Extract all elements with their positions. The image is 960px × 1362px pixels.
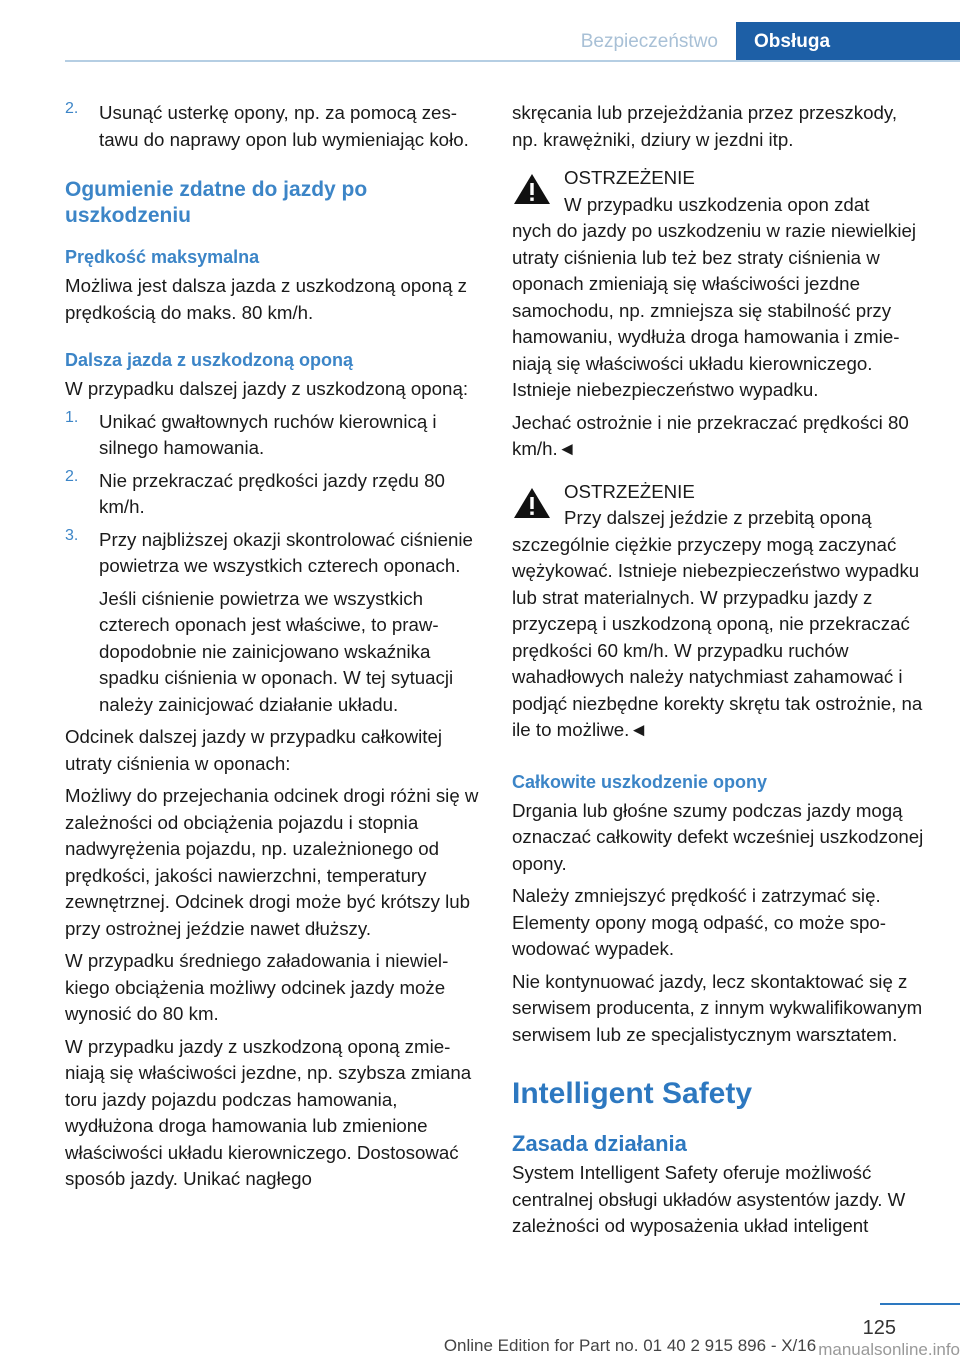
page-number: 125	[862, 1317, 896, 1339]
warning-title: OSTRZEŻENIE	[564, 167, 695, 188]
heading-principle: Zasada działania	[512, 1131, 687, 1156]
list-text: Przy najbliższej okazji skontrolować ciśnienie powietrza we wszystkich czterech oponach.	[99, 528, 473, 576]
warning-triangle-icon	[512, 485, 552, 521]
list-item	[65, 100, 480, 153]
warning-lead: Przy dalszej jeździe z przebitą oponą	[564, 507, 872, 528]
paragraph: Odcinek dalszej jazdy w przypadku całkowitej utraty ciśnienia w oponach:	[65, 726, 443, 774]
watermark: manualsonline.info	[818, 1340, 960, 1359]
list-text-extra: Jeśli ciśnienie powietrza we wszystkich czterech oponach jest właściwe, to prawdopodobnie nie zainicjowano wskaźnika spadku ciśnienia w oponach. W tej sytuacji należy zainicjować działanie układu.	[99, 587, 454, 715]
paragraph: W przypadku jazdy z uszkodzoną oponą zmieniają się właściwości jezdne, np. szybsza zmiana toru jazdy pojazdu podczas hamowania, wydłużona droga hamowania lub zmienione właściwości układu kierowniczego. Dostosować sposób jazdy. Unikać nagłego	[65, 1035, 472, 1189]
edition-footer: Online Edition for Part no. 01 40 2 915 896 - X/16	[443, 1336, 817, 1355]
section-tab[interactable]: Bezpieczeństwo	[580, 31, 718, 52]
left-column	[65, 100, 480, 1193]
chapter-tab[interactable]: Obsługa	[736, 22, 960, 62]
page-header	[65, 22, 960, 62]
heading-runflat: Ogumienie zdatne do jazdy po uszkodzeniu	[65, 178, 368, 227]
list-number: 2.	[65, 100, 79, 117]
paragraph: Drgania lub głośne szumy podczas jazdy mogą oznaczać całkowity defekt wcześniej uszkodzonej opony.	[512, 799, 924, 874]
paragraph: Nie kontynuować jazdy, lecz skontaktować się z serwisem producenta, z innym wykwalifikowanym serwisem lub ze specjalistycznym warsztatem.	[512, 970, 923, 1045]
list-text: Usunąć usterkę opony, np. za pomocą zestawu do naprawy opon lub wymieniając koło.	[99, 102, 469, 150]
paragraph: System Intelligent Safety oferuje możliwość centralnej obsługi układów asystentów jazdy. W zależności od wyposażenia układ inteligent	[512, 1162, 906, 1236]
paragraph: Należy zmniejszyć prędkość i zatrzymać się. Elementy opony mogą odpaść, co może spowodować wypadek.	[512, 885, 886, 959]
right-column	[512, 100, 924, 1240]
warning-block	[512, 165, 924, 463]
heading-further-driving: Dalsza jazda z uszkodzoną oponą	[65, 350, 354, 370]
warning-end: Jechać ostrożnie i nie przekraczać prędkości 80 km/h.◄	[512, 411, 909, 459]
warning-block	[512, 479, 924, 744]
list-item	[65, 409, 480, 462]
paragraph: Możliwy do przejechania odcinek drogi różni się w zależności od obciążenia pojazdu i stopnia nadwyrężenia pojazdu, np. uzależnionego od prędkości, jakości nawierzchni, temperatury zewnętrznej. Odcinek drogi może być krótszy lub przy ostrożnej jeździe nawet dłuższy.	[65, 785, 479, 939]
list-item	[65, 468, 480, 521]
list-number: 2.	[65, 467, 79, 485]
heading-max-speed: Prędkość maksymalna	[65, 247, 260, 267]
footer-rule	[880, 1303, 960, 1305]
warning-body: szczególnie ciężkie przyczepy mogą zaczynać wężykować. Istnieje niebezpieczeństwo wypadku lub strat materialnych. W przypadku jazdy z przyczepą i uszkodzoną oponą, nie przekraczać prędkości 60 km/h. W przypadku ruchów wahadłowych należy natychmiast zahamować i podjąć niezbędne korekty skrętu tak ostrożnie, na ile to możliwe.◄	[512, 533, 923, 740]
warning-title: OSTRZEŻENIE	[564, 480, 695, 502]
header-divider	[65, 60, 960, 62]
paragraph: skręcania lub przejeżdżania przez przeszkody, np. krawężniki, dziury w jezdni itp.	[512, 102, 898, 150]
list-number: 1.	[65, 408, 79, 426]
warning-body: nych do jazdy po uszkodzeniu w razie niewielkiej utraty ciśnienia lub też bez straty ciśnienia w oponach zmieniają się właściwości jezdne samochodu, np. zmniejsza się stabilność przy hamowaniu, wydłuża droga hamowania i zmieniają się właściwości układu kierowniczego. Istnieje niebezpieczeństwo wypadku.	[512, 220, 917, 400]
warning-lead: W przypadku uszkodzenia opon zdat	[564, 193, 870, 215]
further-intro: W przypadku dalszej jazdy z uszkodzoną oponą:	[65, 378, 469, 399]
heading-total-failure: Całkowite uszkodzenie opony	[512, 771, 768, 792]
heading-intelligent-safety: Intelligent Safety	[512, 1077, 753, 1110]
list-number: 3.	[65, 526, 79, 544]
paragraph: W przypadku średniego załadowania i niewielkiego obciążenia możliwy odcinek jazdy może wynosić do 80 km.	[65, 950, 449, 1024]
warning-triangle-icon	[512, 171, 552, 207]
speed-text: Możliwa jest dalsza jazda z uszkodzoną oponą z prędkością do maks. 80 km/h.	[65, 275, 468, 323]
list-text: Unikać gwałtownych ruchów kierownicą i silnego hamowania.	[99, 410, 437, 458]
list-item	[65, 527, 480, 719]
list-text: Nie przekraczać prędkości jazdy rzędu 80 km/h.	[99, 469, 445, 517]
